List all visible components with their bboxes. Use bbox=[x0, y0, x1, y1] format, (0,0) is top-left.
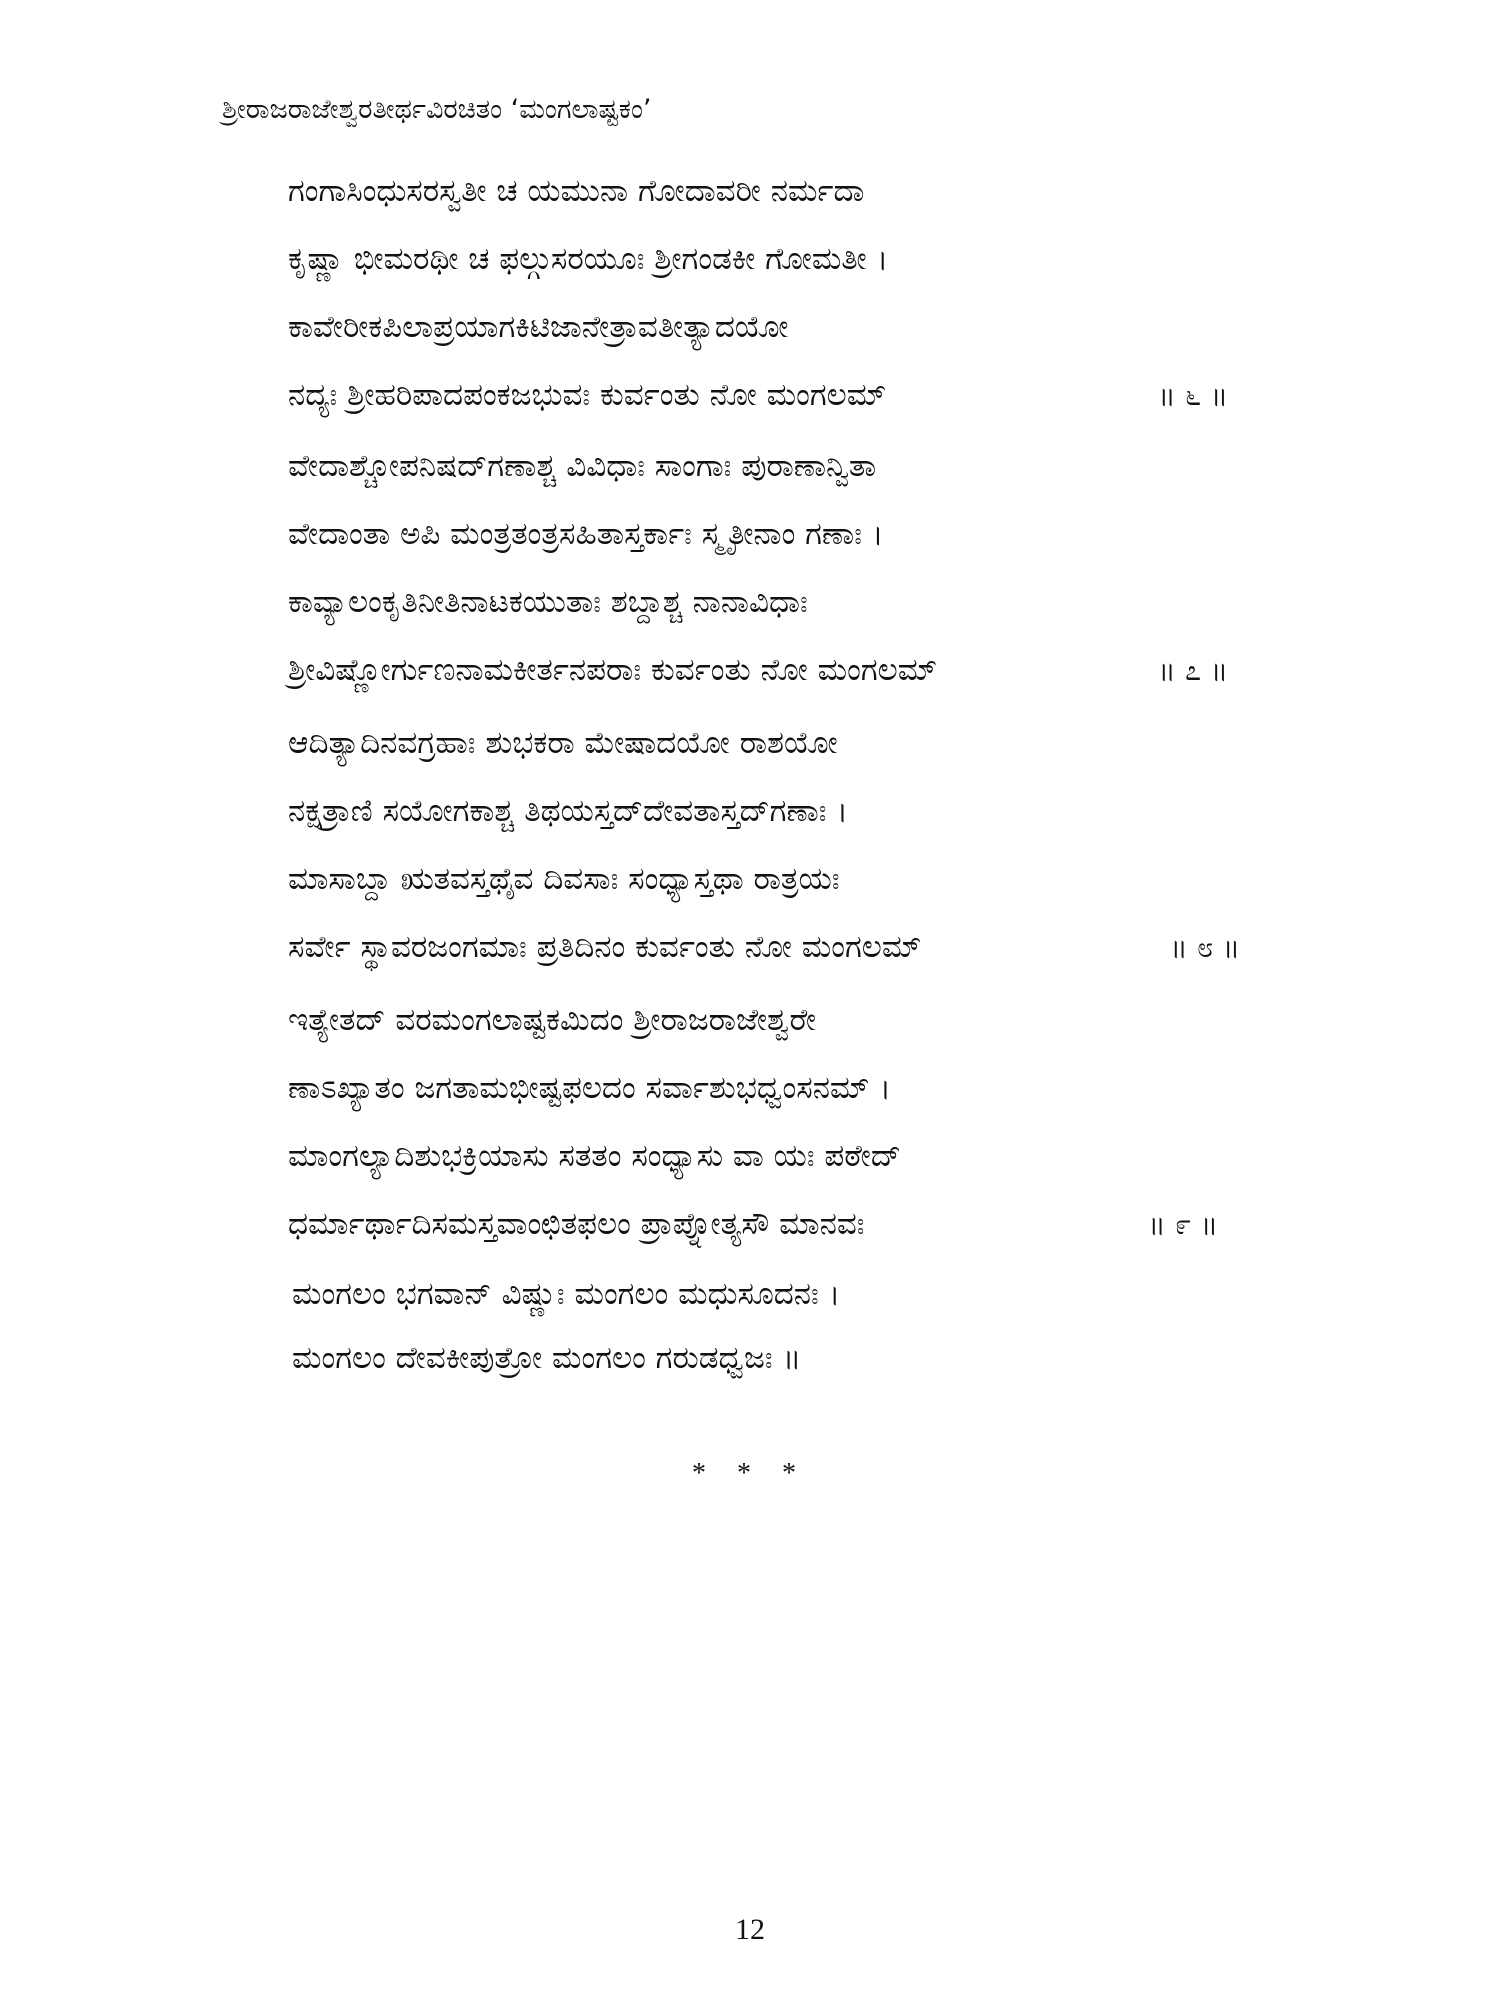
verse-line: ಕಾವ್ಯಾಲಂಕೃತಿನೀತಿನಾಟಕಯುತಾಃ ಶಬ್ದಾಶ್ಚ ನಾನಾವಿಧಾಃ bbox=[288, 584, 808, 620]
verse-number: ॥ ೬ ॥ bbox=[1158, 378, 1229, 412]
verse-7 bbox=[288, 432, 1288, 704]
verse-number: ॥ ೮ ॥ bbox=[1170, 930, 1241, 964]
verse-line: ವೇದಾಂತಾ ಅಪಿ ಮಂತ್ರತಂತ್ರಸಹಿತಾಸ್ತರ್ಕಾಃ ಸ್ಮೃತೀನಾಂ ಗಣಾಃ । bbox=[288, 516, 884, 552]
verse-6 bbox=[288, 157, 1288, 429]
verse-line: ಕೃಷ್ಣಾ ಭೀಮರಥೀ ಚ ಫಲ್ಗುಸರಯೂಃ ಶ್ರೀಗಂಡಕೀ ಗೋಮತೀ । bbox=[288, 241, 889, 277]
verse-9 bbox=[288, 986, 1288, 1258]
closing-shloka bbox=[292, 1262, 1292, 1390]
verse-8 bbox=[288, 709, 1288, 981]
verse-line: ಮಾಸಾಬ್ದಾ ಋತವಸ್ತಥೈವ ದಿವಸಾಃ ಸಂಧ್ಯಾಸ್ತಥಾ ರಾತ್ರಯಃ bbox=[288, 861, 840, 897]
verse-line: ಧರ್ಮಾರ್ಥಾದಿಸಮಸ್ತವಾಂಛಿತಫಲಂ ಪ್ರಾಪ್ನೋತ್ಯಸೌ ಮಾನವಃ ॥ ೯ ॥ bbox=[288, 1190, 1288, 1258]
running-header: ಶ್ರೀರಾಜರಾಜೇಶ್ವರತೀರ್ಥವಿರಚಿತಂ ‘ಮಂಗಲಾಷ್ಟಕಂ’ bbox=[222, 94, 652, 125]
verse-number: ॥ ೭ ॥ bbox=[1158, 653, 1229, 687]
verse-line: ನದ್ಯಃ ಶ್ರೀಹರಿಪಾದಪಂಕಜಭುವಃ ಕುರ್ವಂತು ನೋ ಮಂಗಲಮ್ ॥ ೬ ॥ bbox=[288, 361, 1288, 429]
verse-line: ಮಾಂಗಲ್ಯಾದಿಶುಭಕ್ರಿಯಾಸು ಸತತಂ ಸಂಧ್ಯಾಸು ವಾ ಯಃ ಪಠೇದ್ bbox=[288, 1138, 901, 1174]
verse-line: ಶ್ರೀವಿಷ್ಣೋರ್ಗುಣನಾಮಕೀರ್ತನಪರಾಃ ಕುರ್ವಂತು ನೋ ಮಂಗಲಮ್ ॥ ೭ ॥ bbox=[288, 636, 1288, 704]
verse-line: ಸರ್ವೇ ಸ್ಥಾವರಜಂಗಮಾಃ ಪ್ರತಿದಿನಂ ಕುರ್ವಂತು ನೋ ಮಂಗಲಮ್ ॥ ೮ ॥ bbox=[288, 913, 1288, 981]
verse-line: ವೇದಾಶ್ಚೋಪನಿಷದ್‌ಗಣಾಶ್ಚ ವಿವಿಧಾಃ ಸಾಂಗಾಃ ಪುರಾಣಾನ್ವಿತಾ bbox=[288, 448, 877, 484]
verse-line: ಣಾಽಖ್ಯಾತಂ ಜಗತಾಮಭೀಷ್ಟಫಲದಂ ಸರ್ವಾಶುಭಧ್ವಂಸನಮ್ । bbox=[288, 1070, 892, 1106]
closing-line: ಮಂಗಲಂ ಭಗವಾನ್ ವಿಷ್ಣುಃ ಮಂಗಲಂ ಮಧುಸೂದನಃ । bbox=[292, 1276, 841, 1312]
verse-line: ಆದಿತ್ಯಾದಿನವಗ್ರಹಾಃ ಶುಭಕರಾ ಮೇಷಾದಯೋ ರಾಶಯೋ bbox=[288, 725, 838, 761]
verse-line: ಕಾವೇರೀಕಪಿಲಾಪ್ರಯಾಗಕಿಟಿಜಾನೇತ್ರಾವತೀತ್ಯಾದಯೋ bbox=[288, 309, 789, 345]
section-separator: * * * bbox=[692, 1458, 808, 1489]
page-number: 12 bbox=[735, 1913, 765, 1946]
verse-line: ಇತ್ಯೇತದ್ ವರಮಂಗಲಾಷ್ಟಕಮಿದಂ ಶ್ರೀರಾಜರಾಜೇಶ್ವರೇ bbox=[288, 1002, 817, 1038]
verse-number: ॥ ೯ ॥ bbox=[1148, 1207, 1219, 1241]
closing-line: ಮಂಗಲಂ ದೇವಕೀಪುತ್ರೋ ಮಂಗಲಂ ಗರುಡಧ್ವಜಃ ॥ bbox=[292, 1340, 802, 1376]
verse-line: ನಕ್ಷತ್ರಾಣಿ ಸಯೋಗಕಾಶ್ಚ ತಿಥಯಸ್ತದ್‌ದೇವತಾಸ್ತದ್‌ಗಣಾಃ । bbox=[288, 793, 849, 829]
verse-line: ಗಂಗಾಸಿಂಧುಸರಸ್ವತೀ ಚ ಯಮುನಾ ಗೋದಾವರೀ ನರ್ಮದಾ bbox=[288, 173, 865, 209]
